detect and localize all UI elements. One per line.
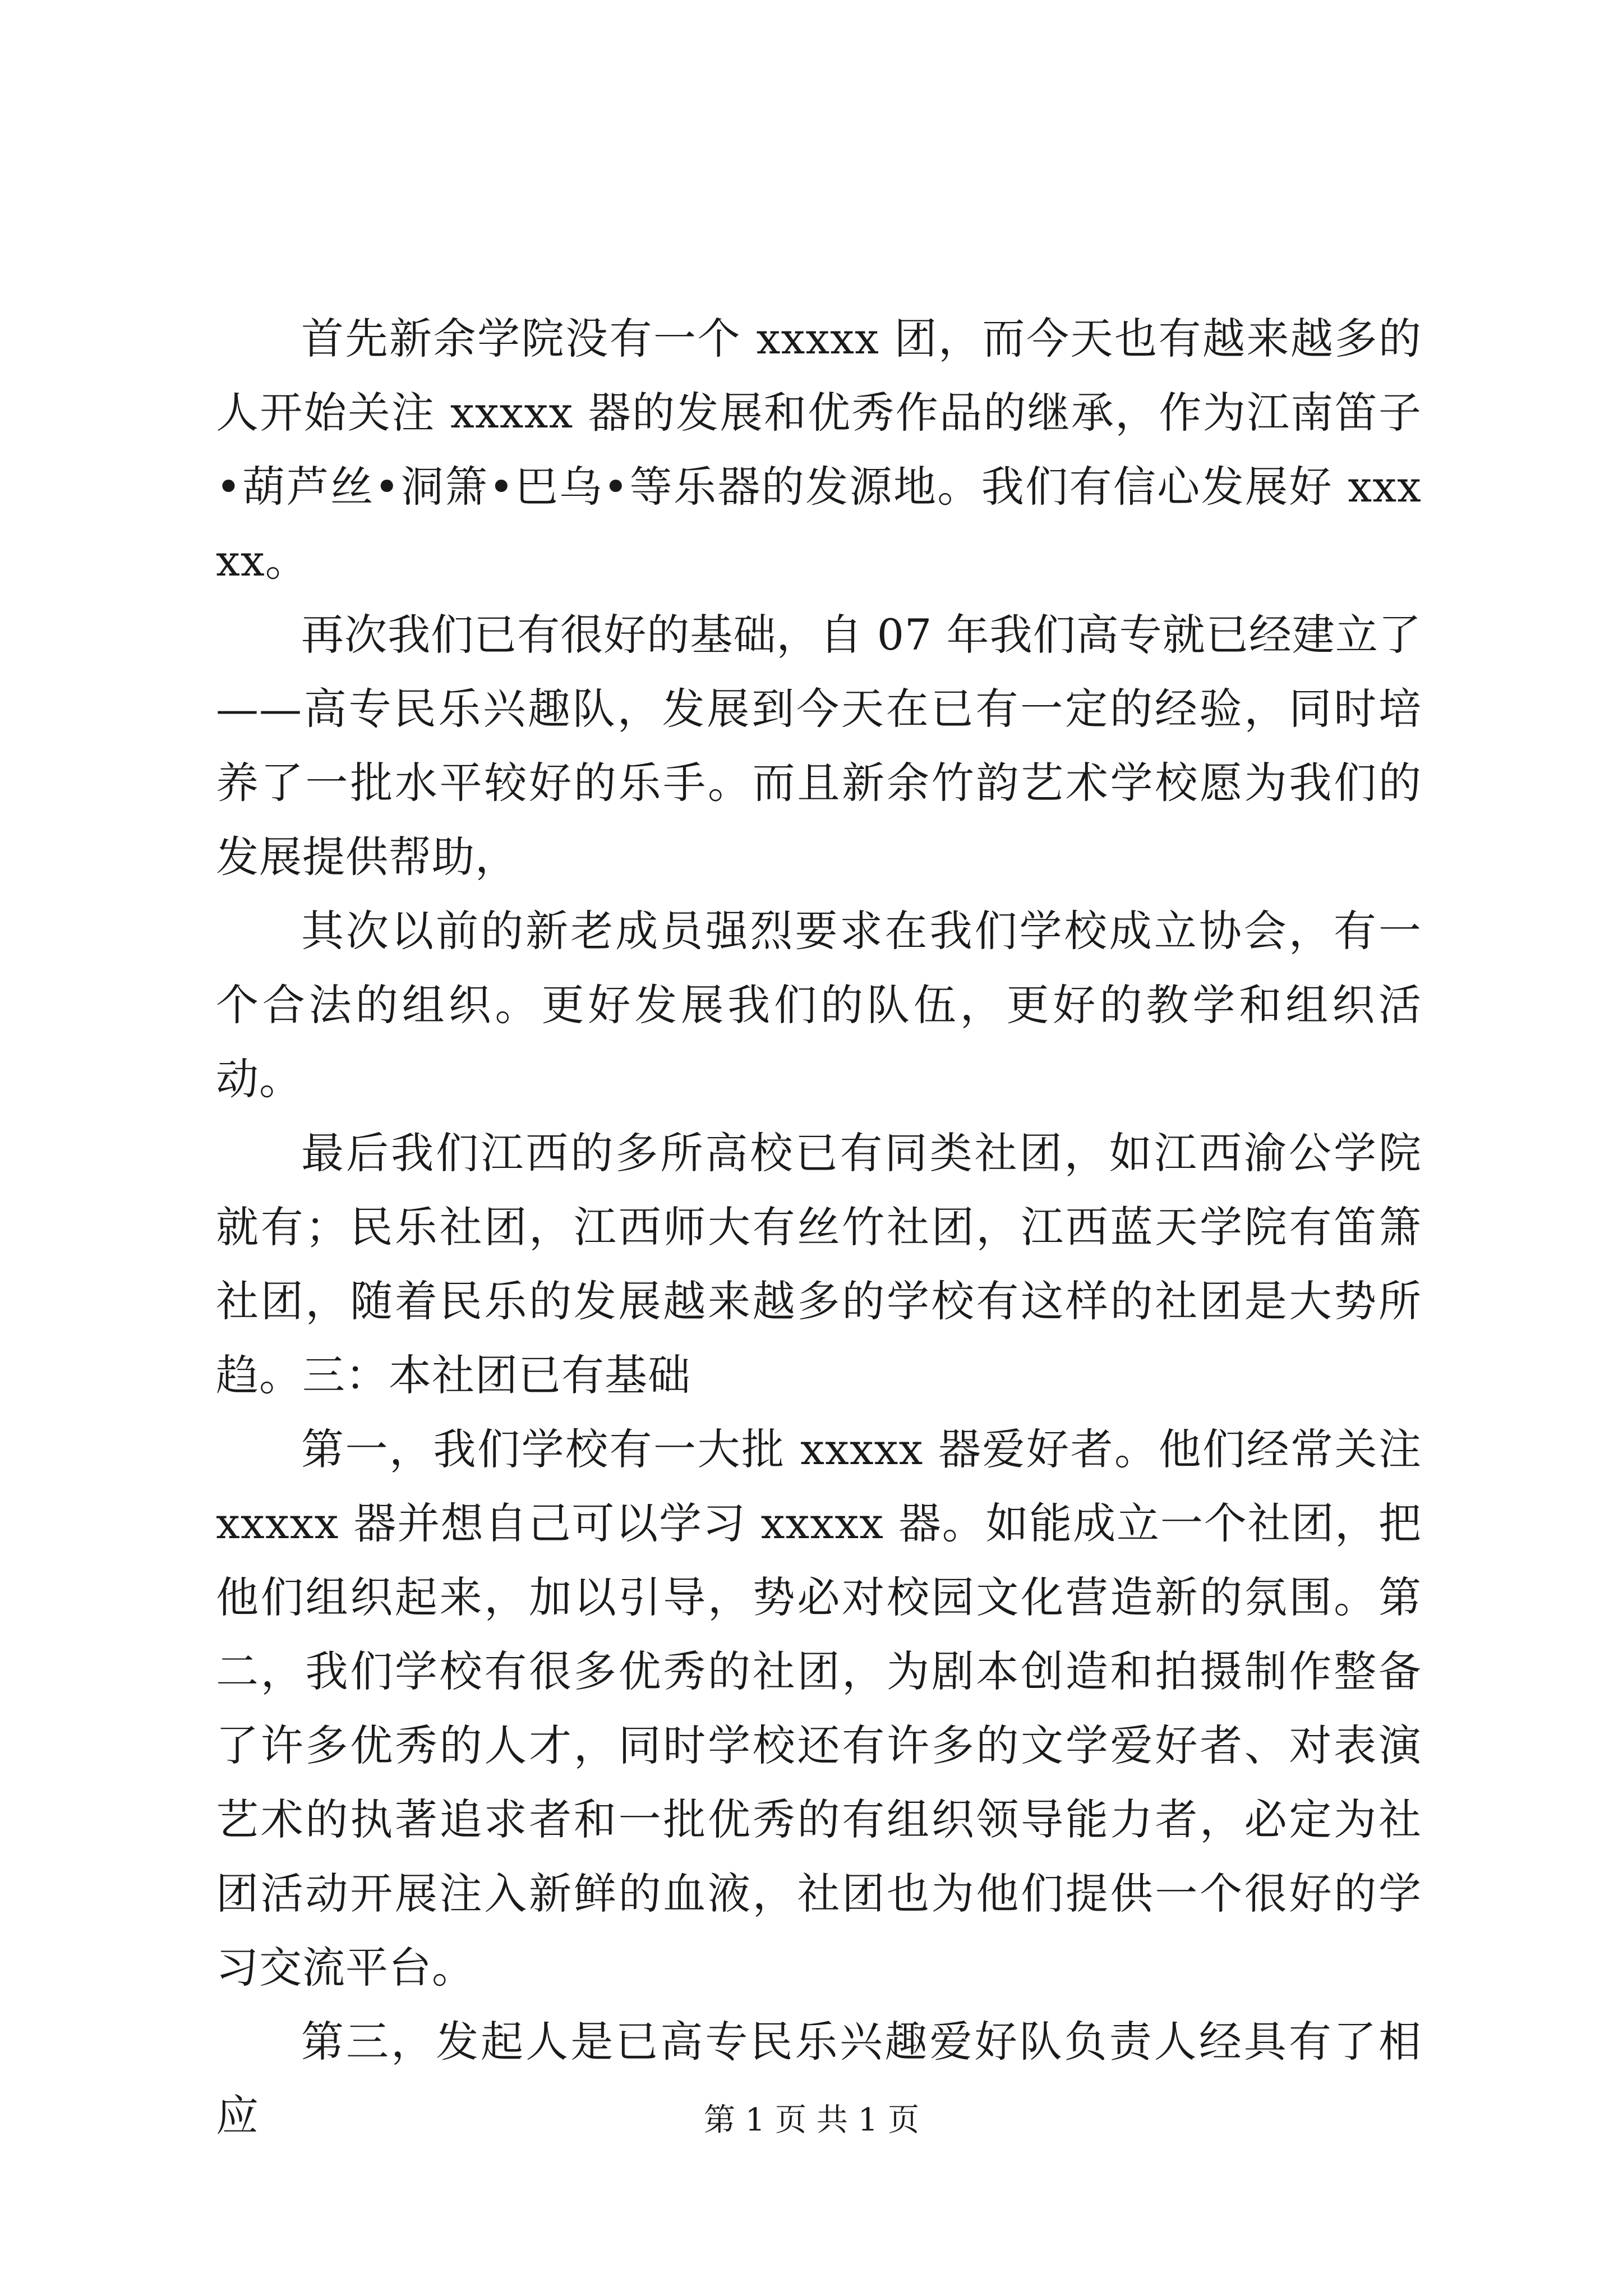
paragraph-1: 首先新余学院没有一个 xxxxx 团，而今天也有越来越多的人开始关注 xxxxx 器的发展和优秀作品的继承，作为江南笛子•葫芦丝•洞箫•巴乌•等乐器的发源地。我们有信心发展好 xxxxx。: [216, 314, 1422, 586]
paragraph-4: 最后我们江西的多所高校已有同类社团，如江西渝公学院就有；民乐社团，江西师大有丝竹社团，江西蓝天学院有笛箫社团，随着民乐的发展越来越多的学校有这样的社团是大势所趋。三：本社团已有基础: [216, 1128, 1422, 1400]
document-body: [216, 302, 1422, 2153]
paragraph-3: 其次以前的新老成员强烈要求在我们学校成立协会，有一个合法的组织。更好发展我们的队伍，更好的教学和组织活动。: [216, 906, 1422, 1104]
paragraph-2: 再次我们已有很好的基础，自 07 年我们高专就已经建立了——高专民乐兴趣队，发展到今天在已有一定的经验，同时培养了一批水平较好的乐手。而且新余竹韵艺术学校愿为我们的发展提供帮助，: [216, 610, 1422, 882]
page-footer: 第 1 页 共 1 页: [703, 2102, 920, 2138]
paragraph-5: 第一，我们学校有一大批 xxxxx 器爱好者。他们经常关注 xxxxx 器并想自己可以学习 xxxxx 器。如能成立一个社团，把他们组织起来，加以引导，势必对校园文化营造新的氛围。第二，我们学校有很多优秀的社团，为剧本创造和拍摄制作整备了许多优秀的人才，同时学校还有许多的文学爱好者、对表演艺术的执著追求者和一批优秀的有组织领导能力者，必定为社团活动开展注入新鲜的血液，社团也为他们提供一个很好的学习交流平台。: [216, 1424, 1422, 1993]
paragraph-6: 第三，发起人是已高专民乐兴趣爱好队负责人经具有了相应: [216, 2017, 1422, 2141]
